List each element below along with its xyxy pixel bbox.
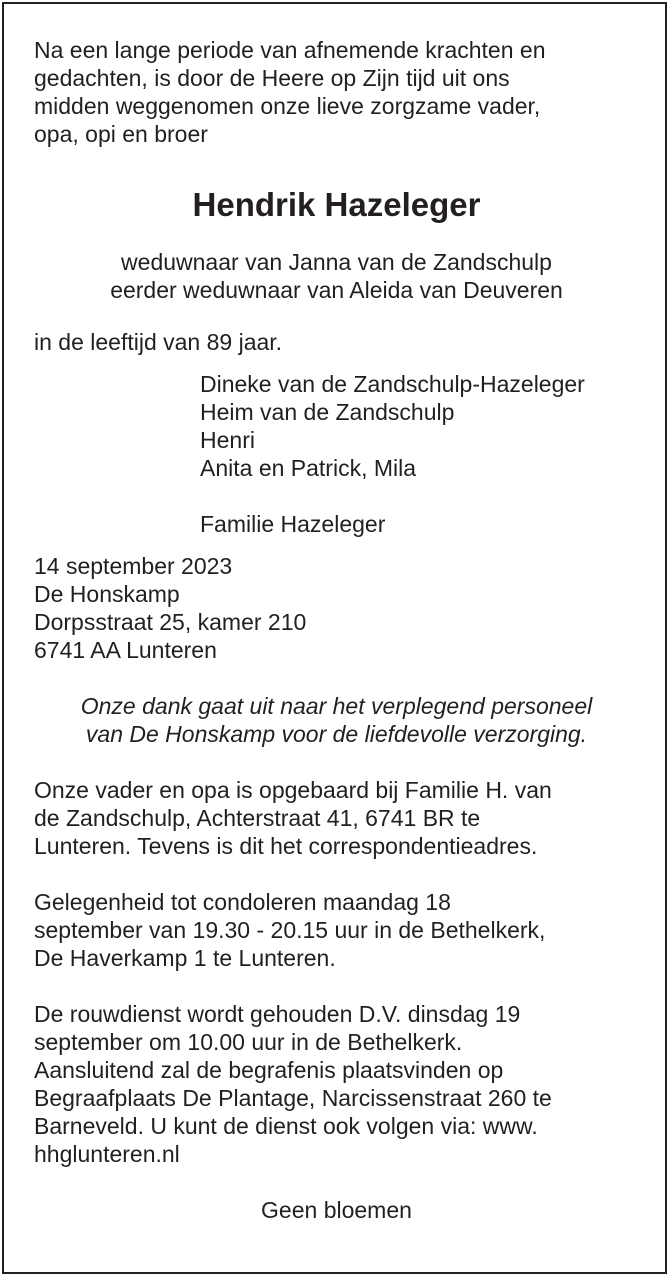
thanks-line: Onze dank gaat uit naar het verplegend personeel xyxy=(80,693,593,719)
condolence-paragraph xyxy=(34,888,639,972)
family-member: Henri xyxy=(200,427,255,453)
widower-info xyxy=(34,248,639,304)
service-line: hhglunteren.nl xyxy=(34,1141,180,1167)
address-line: 6741 AA Lunteren xyxy=(34,637,217,663)
service-line: De rouwdienst wordt gehouden D.V. dinsdag 19 xyxy=(34,1001,521,1027)
address-line: 14 september 2023 xyxy=(34,553,233,579)
family-member: Anita en Patrick, Mila xyxy=(200,455,417,481)
thanks-line: van De Honskamp voor de liefdevolle verzorging. xyxy=(85,721,588,747)
condolence-line: De Haverkamp 1 te Lunteren. xyxy=(34,945,336,971)
family-member: Heim van de Zandschulp xyxy=(200,399,455,425)
condolence-line: Gelegenheid tot condoleren maandag 18 xyxy=(34,889,451,915)
deceased-name: Hendrik Hazeleger xyxy=(192,186,481,223)
service-line: Aansluitend zal de begrafenis plaatsvinden op xyxy=(34,1057,504,1083)
address-line: Dorpsstraat 25, kamer 210 xyxy=(34,609,307,635)
address-block xyxy=(34,552,639,664)
family-group: Familie Hazeleger xyxy=(200,511,386,537)
death-notice xyxy=(34,36,639,1224)
widower-line: weduwnaar van Janna van de Zandschulp xyxy=(121,249,552,275)
laid-out-line: Lunteren. Tevens is dit het correspondentieadres. xyxy=(34,833,538,859)
condolence-line: september van 19.30 - 20.15 uur in de Bethelkerk, xyxy=(34,917,546,943)
laid-out-paragraph xyxy=(34,776,639,860)
thanks-paragraph xyxy=(34,692,639,748)
intro-line: gedachten, is door de Heere op Zijn tijd uit ons xyxy=(34,65,510,91)
family-member: Dineke van de Zandschulp-Hazeleger xyxy=(200,371,585,397)
intro-line: Na een lange periode van afnemende krachten en xyxy=(34,37,546,63)
intro-line: opa, opi en broer xyxy=(34,121,208,147)
intro-paragraph xyxy=(34,36,639,148)
laid-out-line: de Zandschulp, Achterstraat 41, 6741 BR te xyxy=(34,805,481,831)
service-paragraph xyxy=(34,1000,639,1168)
intro-line: midden weggenomen onze lieve zorgzame vader, xyxy=(34,93,541,119)
widower-line: eerder weduwnaar van Aleida van Deuveren xyxy=(110,277,563,303)
service-line: Barneveld. U kunt de dienst ook volgen via: www. xyxy=(34,1113,538,1139)
service-line: september om 10.00 uur in de Bethelkerk. xyxy=(34,1029,463,1055)
family-list xyxy=(200,370,639,538)
laid-out-line: Onze vader en opa is opgebaard bij Familie H. van xyxy=(34,777,552,803)
address-line: De Honskamp xyxy=(34,581,180,607)
no-flowers-note: Geen bloemen xyxy=(261,1197,412,1223)
service-line: Begraafplaats De Plantage, Narcissenstraat 260 te xyxy=(34,1085,552,1111)
age-line: in de leeftijd van 89 jaar. xyxy=(34,329,283,355)
